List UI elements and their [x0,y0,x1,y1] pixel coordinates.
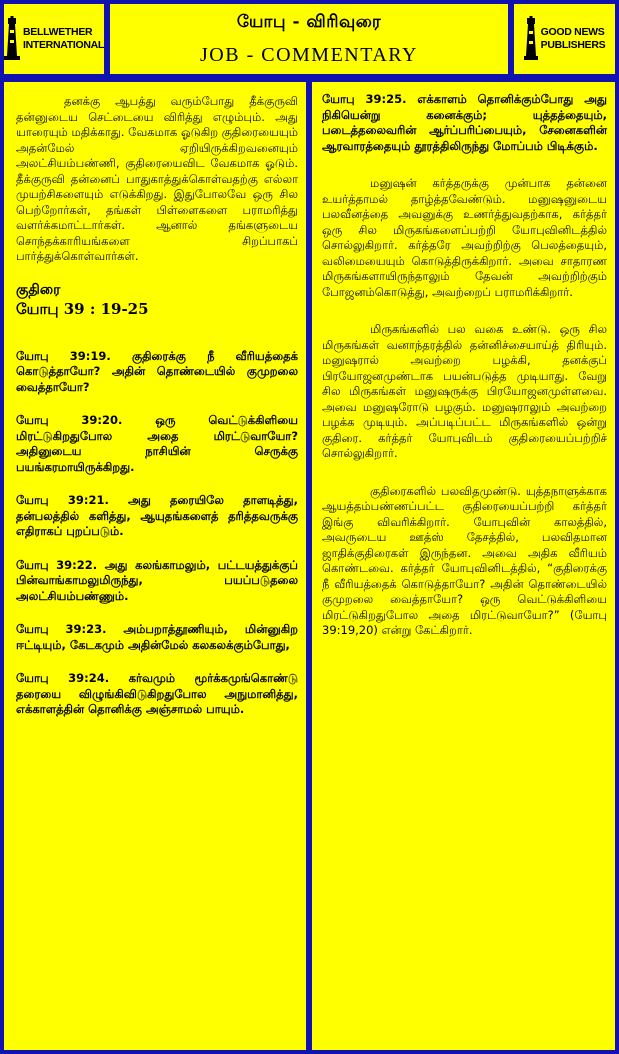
verse-39-20: யோபு 39:20. ஒரு வெட்டுக்கிளியை மிரட்டுகிறதுபோல அதை மிரட்டுவாயோ? அதினுடைய நாசியின் செருக்கு பயங்கரமாயிருக்கிறது. [16,413,298,474]
intro-paragraph: தனக்கு ஆபத்து வரும்போது தீக்குருவி தன்னுடைய செட்டையை விரித்து எழும்பும். அது யாரையும் மதிக்காது. வேகமாக ஓடுகிற குதிரையையும் அதன்மேல் ஏறியிருக்கிறவனையும் அலட்சியம்பண்ணி, குதிரையைவிட வேகமாக ஓடும். தீக்குருவி தன்னைப் பாதுகாத்துக்கொள்வதற்கு எல்லா முயற்சிகளையும் எடுக்கிறது. இதுபோலவே ஒரு சில பெற்றோர்கள், தங்கள் பிள்ளைகளை பராமரித்து வளர்க்கமாட்டார்கள். ஆனால் தங்களுடைய சொந்தக்காரியங்களை சிறப்பாகப் பார்த்துக்கொள்வார்கள். [16,94,299,263]
section-title: குதிரை [16,281,61,298]
logo-right-line1: GOOD NEWS [540,26,605,38]
verse-39-25: யோபு 39:25. எக்காளம் தொனிக்கும்போது அது நிகியென்று கனைக்கும்; யுத்தத்தையும், படைத்தலைவரின் ஆர்ப்பரிப்பையும், சேனைகளின் ஆரவாரத்தையும் தூரத்திலிருந்து மோப்பம் பிடிக்கும். [322,92,607,153]
section-heading [16,281,298,319]
bellwether-logo [4,4,104,74]
verse-39-22: யோபு 39:22. அது கலங்காமலும், பட்டயத்துக்குப் பின்வாங்காமலுமிருந்து, பயப்படுதலை அலட்சியம்பண்ணும். [16,557,298,603]
verse-39-21: யோபு 39:21. அது தரையிலே தாளடித்து, தன்பலத்தில் களித்து, ஆயுதங்களைத் தரித்தவருக்கு எதிராகப் புறப்படும். [16,493,298,538]
right-column [312,82,615,1050]
commentary-paragraph: குதிரைகளில் பலவிதமுண்டு. யுத்தநாளுக்காக ஆயத்தம்பண்ணப்பட்ட குதிரையைப்பற்றி கர்த்தர் இங்கு விவரிக்கிறார். யோபுவின் காலத்தில், அவருடைய ஊத்ஸ் தேசத்தில், பலவிதமான ஜாதிக்குதிரைகள் இருந்தன. அவை அதிக வீரியம் கொண்டவை. கர்த்தர் யோபுவினிடத்தில், “குதிரைக்கு நீ வீரியத்தைக் கொடுத்தாயோ? அதின் தொண்டையில் குமுறலை வைத்தாயோ? ஒரு வெட்டுக்கிளியை மிரட்டுகிறதுபோல அதை மிரட்டுவாயோ?” (யோபு 39:19,20) என்று கேட்கிறார். [322,483,607,637]
logo-right-line2: PUBLISHERS [540,39,606,51]
verse-39-19: யோபு 39:19. குதிரைக்கு நீ வீரியத்தைக் கொடுத்தாயோ? அதின் தொண்டையில் குமுறலை வைத்தாயோ? [16,348,298,394]
title-english: JOB - COMMENTARY [200,44,418,66]
good-news-logo [514,4,615,74]
page-title-box [110,4,508,74]
verse-39-23: யோபு 39:23. அம்பறாத்தூணியும், மின்னுகிற ஈட்டியும், கேடகமும் அதின்மேல் கலகலக்கும்போது, [16,622,298,652]
logo-left-line1: BELLWETHER [22,26,93,38]
logo-left-line2: INTERNATIONAL [22,39,104,51]
commentary-paragraph: மிருகங்களில் பல வகை உண்டு. ஒரு சில மிருகங்கள் வனாந்தரத்தில் தன்னிச்சையாய்த் திரியும். மனுஷரால் அவற்றை பழக்கி, தனக்குப் பிரயோஜனமுண்டாக பயன்படுத்த முடியாது. வேறு சில மிருகங்கள் மனுஷருக்கு பிரயோஜனமுள்ளவை. அவை மனுஷரோடு பழகும். மனுஷராலும் அவற்றை பழக்க முடியும். அப்படிப்பட்ட மிருகங்களில் ஒன்று குதிரை. கர்த்தர் யோபுவிடம் குதிரையைப்பற்றிச் சொல்லுகிறார். [322,322,607,460]
lighthouse-icon [524,16,538,62]
section-reference: யோபு 39 : 19-25 [16,299,149,318]
lighthouse-icon [4,16,20,62]
title-tamil: யோபு - விரிவுரை [236,12,382,32]
commentary-paragraph: மனுஷன் கர்த்தருக்கு முன்பாக தன்னை உயர்த்தாமல் தாழ்த்தவேண்டும். மனுஷனுடைய பலவீனத்தை அவனுக்கு உணர்த்துவதற்காக, கர்த்தர் ஒரு சில மிருகங்களைப்பற்றி யோபுவினிடத்தில் சொல்லுகிறார். கர்த்தரே அவற்றிற்கு பெலத்தையும், வலிமையையும் கொடுத்திருக்கிறார். அவை சாதாரண மிருகங்களாயிருந்தாலும் தேவன் அவற்றிற்கும் போஜனம்கொடுத்து, அவற்றைப் பராமரிக்கிறார். [322,176,607,299]
left-column [4,82,306,1050]
verse-39-24: யோபு 39:24. கர்வமும் மூர்க்கமுங்கொண்டு தரையை விழுங்கிவிடுகிறதுபோல அநுமானித்து, எக்காளத்தின் தொனிக்கு அஞ்சாமல் பாயும். [16,671,298,716]
